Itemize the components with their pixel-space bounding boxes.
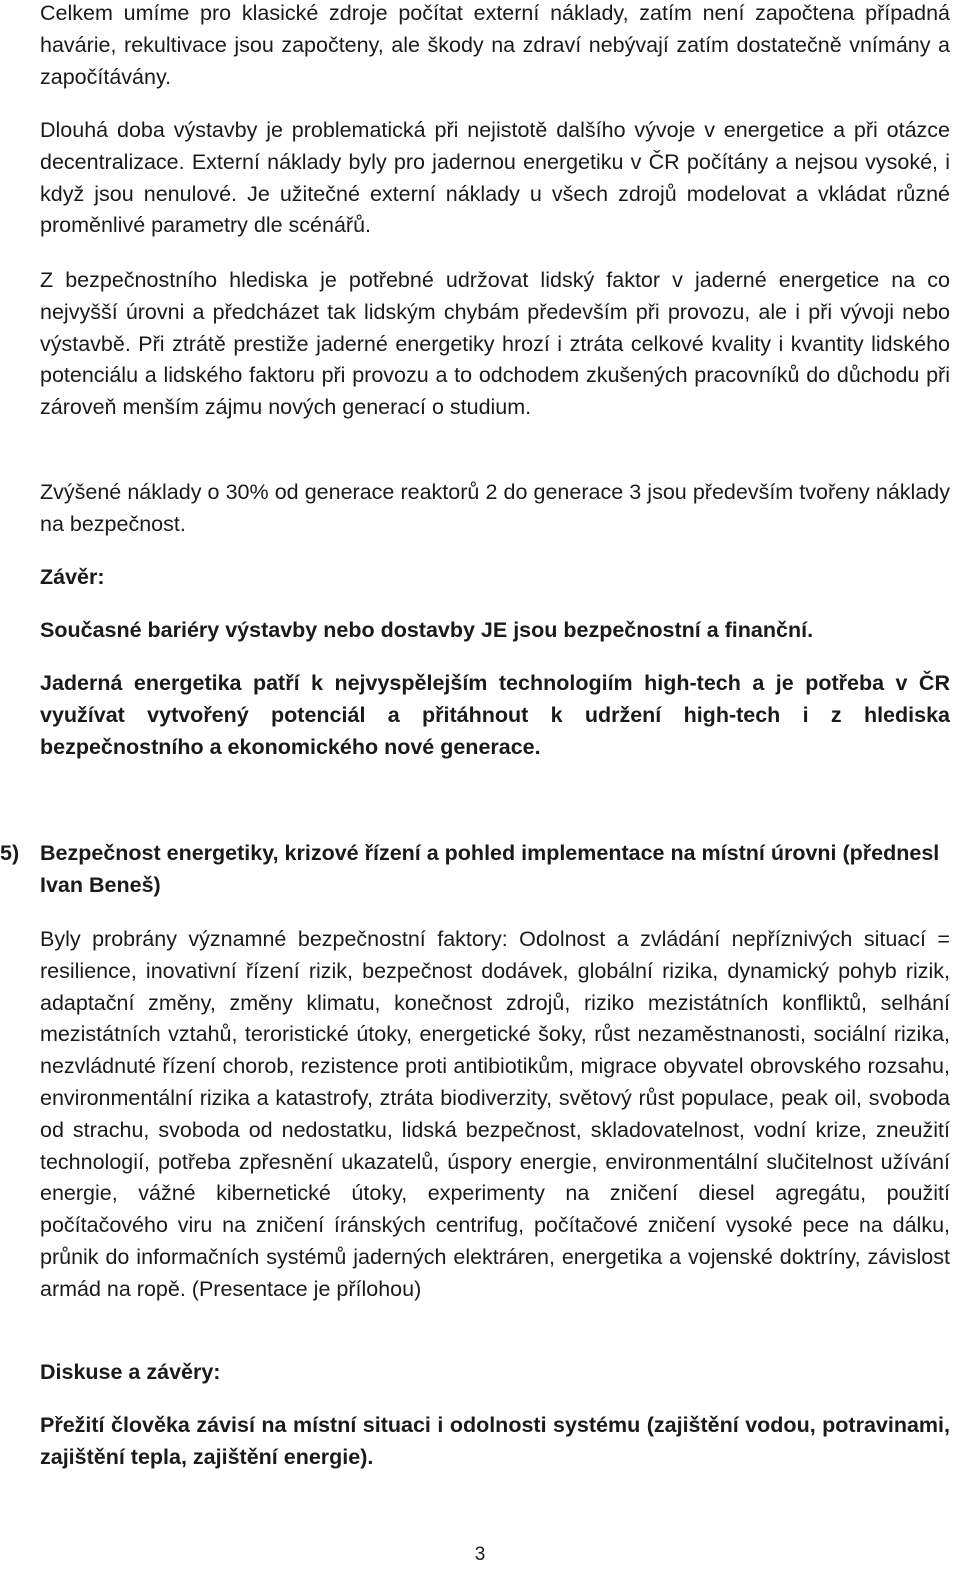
paragraph-safety-human-factor: Z bezpečnostního hlediska je potřebné udržovat lidský faktor v jaderné energetice na co nejvyšší úrovni a předcházet tak lidským chybám především při provozu, ale i při vývoji nebo výstavbě. Při ztrátě prestiže jaderné energetiky hrozí i ztráta celkové kvality i kvantity lidského potenciálu a lidského faktoru při provozu a to odchodem zkušených pracovníků do důchodu při zároveň menším zájmu nových generací o studium. <box>40 268 950 420</box>
paragraph-increased-costs: Zvýšené náklady o 30% od generace reaktorů 2 do generace 3 jsou především tvořeny náklady na bezpečnost. <box>40 480 950 536</box>
discussion-text: Přežití člověka závisí na místní situaci i odolnosti systému (zajištění vodou, potravinami, zajištění tepla, zajištění energie). <box>40 1413 950 1469</box>
paragraph-external-costs: Celkem umíme pro klasické zdroje počítat externí náklady, zatím není započtena případná havárie, rekultivace jsou započteny, ale škody na zdraví nebývají zatím dostatečně vnímány a započítávány. <box>40 1 950 89</box>
conclusion-barriers: Současné bariéry výstavby nebo dostavby JE jsou bezpečnostní a finanční. <box>40 618 814 642</box>
section-number: 5) <box>0 841 20 865</box>
conclusion-high-tech: Jaderná energetika patří k nejvyspělejším technologiím high-tech a je potřeba v ČR využívat vytvořený potenciál a přitáhnout k udržení high-tech i z hlediska bezpečnostního a ekonomického nové generace. <box>40 671 950 759</box>
section-title: Bezpečnost energetiky, krizové řízení a pohled implementace na místní úrovni (přednesl Ivan Beneš) <box>40 841 940 897</box>
paragraph-security-factors: Byly probrány významné bezpečnostní faktory: Odolnost a zvládání nepříznivých situací = resilience, inovativní řízení rizik, bezpečnost dodávek, globální rizika, dynamický pohyb rizik, adaptační změny, změny klimatu, konečnost zdrojů, riziko mezistátních konfliktů, selhání mezistátních vztahů, teroristické útoky, energetické šoky, růst nezaměstnanosti, sociální rizika, nezvládnuté řízení chorob, rezistence proti antibiotikům, migrace obyvatel obrovského rozsahu, environmentální rizika a katastrofy, ztráta biodiverzity, světový růst populace, peak oil, svoboda od strachu, svoboda od nedostatku, lidská bezpečnost, skladovatelnost, vodní krize, zneužití technologií, potřeba zpřesnění ukazatelů, úspory energie, environmentální slučitelnost užívání energie, vážné kibernetické útoky, experimenty na zničení diesel agregátu, použití počítačového viru na zničení íránských centrifug, počítačové zničení vysoké pece na dálku, průnik do informačních systémů jaderných elektráren, energetika a vojenské doktríny, závislost armád na ropě. (Presentace je přílohou) <box>40 927 950 1301</box>
conclusion-heading: Závěr: <box>40 565 105 589</box>
paragraph-construction-time: Dlouhá doba výstavby je problematická při nejistotě dalšího vývoje v energetice a při otázce decentralizace. Externí náklady byly pro jadernou energetiku v ČR počítány a nejsou vysoké, i když jsou nenulové. Je užitečné externí náklady u všech zdrojů modelovat a vkládat různé proměnlivé parametry dle scénářů. <box>40 118 950 238</box>
page-number: 3 <box>474 1544 486 1565</box>
discussion-heading: Diskuse a závěry: <box>40 1360 221 1384</box>
